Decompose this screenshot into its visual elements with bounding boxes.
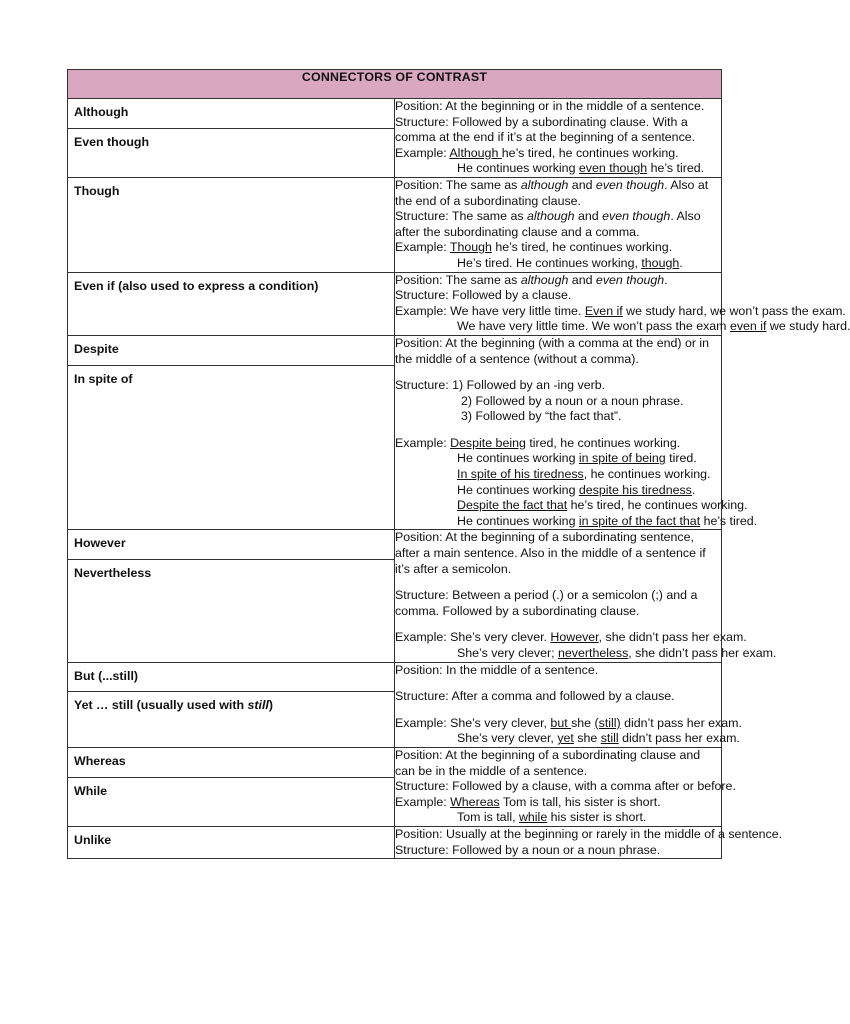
structure-line: Structure: Followed by a clause, with a comma after or before. [395,779,736,794]
example-line: Despite the fact that he’s tired, he continues working. [457,498,748,513]
position-line: Position: At the beginning of a subordinating clause and can be in the middle of a sentence. [395,747,701,778]
structure-line: Structure: Followed by a clause. [395,288,572,303]
description-cell [395,747,736,826]
example-line: He continues working despite his tiredness. [457,482,696,497]
example-line: Example: Although he’s tired, he continues working. [395,145,679,160]
connector-term: Even if (also used to express a condition) [74,278,319,293]
position-line: Position: The same as although and even though. Also at the end of a subordinating clause. [395,177,709,208]
description-cell [395,826,783,858]
position-line: Position: At the beginning of a subordinating sentence, after a main sentence. Also in the middle of a sentence if it’s after a semicolon. [395,530,706,576]
description-cell [395,99,722,178]
table-row [68,177,722,272]
position-line: Position: The same as although and even though. [395,272,668,287]
table-row [68,272,722,335]
example-line: He’s tired. He continues working, though. [457,255,683,270]
connector-cell [68,99,395,178]
connector-cell [68,335,395,530]
description-cell [395,530,777,662]
table-row [68,662,722,747]
structure-line: Structure: Between a period (.) or a semicolon (;) and a comma. Followed by a subordinating clause. [395,588,698,618]
structure-line: Structure: The same as although and even though. Also after the subordinating clause and a comma. [395,209,701,239]
structure-line: 3) Followed by “the fact that”. [461,409,622,424]
table-row [68,335,722,530]
example-line: She’s very clever, yet she still didn’t pass her exam. [457,731,740,746]
connector-cell [68,662,395,747]
connector-term: Though [74,183,120,198]
connectors-table [67,69,850,859]
position-line: Position: At the beginning or in the middle of a sentence. [395,99,705,113]
connector-cell [68,177,395,272]
connector-term: In spite of [68,365,394,395]
connector-term: Unlike [74,832,112,847]
table-row [68,99,722,178]
position-line: Position: At the beginning (with a comma at the end) or in the middle of a sentence (without a comma). [395,335,710,366]
description-cell [395,662,742,747]
position-line: Position: Usually at the beginning or rarely in the middle of a sentence. [395,826,783,841]
example-line: Example: We have very little time. Even if we study hard, we won’t pass the exam. [395,303,846,318]
example-line: He continues working even though he’s tired. [457,161,705,176]
example-line: He continues working in spite of being tired. [457,451,697,466]
description-cell [395,335,758,530]
connector-cell [68,747,395,826]
connector-term: Whereas [74,753,126,768]
description-cell [395,272,850,335]
connector-term: But (...still) [74,668,139,683]
example-line: He continues working in spite of the fact that he’s tired. [457,513,758,528]
connector-term: While [68,777,394,807]
connector-cell [68,530,395,662]
structure-line: Structure: Followed by a noun or a noun phrase. [395,842,661,857]
structure-line: 2) Followed by a noun or a noun phrase. [461,393,684,408]
example-line: Example: Despite being tired, he continues working. [395,435,681,450]
example-line: Example: She’s very clever. However, she didn’t pass her exam. [395,630,747,645]
connector-term: Even though [68,128,394,158]
example-line: Example: Whereas Tom is tall, his sister is short. [395,794,661,809]
connector-term: Yet … still (usually used with still) [68,691,394,721]
structure-line: Structure: After a comma and followed by a clause. [395,689,675,704]
connector-term: Nevertheless [68,559,394,589]
connector-term: Although [74,105,129,119]
connector-term: However [74,536,126,551]
table-row [68,826,722,858]
example-line: We have very little time. We won’t pass the exam even if we study hard. [457,319,850,334]
connector-cell [68,272,395,335]
example-line: In spite of his tiredness, he continues working. [457,467,711,482]
table-row [68,530,722,662]
example-line: Example: She’s very clever, but she (still) didn’t pass her exam. [395,715,742,730]
position-line: Position: In the middle of a sentence. [395,662,599,677]
connector-cell [68,826,395,858]
example-line: Example: Though he’s tired, he continues working. [395,240,673,255]
example-line: She’s very clever; nevertheless, she didn’t pass her exam. [457,646,777,660]
structure-line: Structure: Followed by a subordinating clause. With a comma at the end if it’s at the beginning of a sentence. [395,114,696,145]
table-title: CONNECTORS OF CONTRAST [68,70,722,99]
table-row [68,747,722,826]
example-line: Tom is tall, while his sister is short. [457,810,647,825]
description-cell [395,177,722,272]
structure-line: Structure: 1) Followed by an -ing verb. [395,378,606,393]
connector-term: Despite [74,341,119,356]
